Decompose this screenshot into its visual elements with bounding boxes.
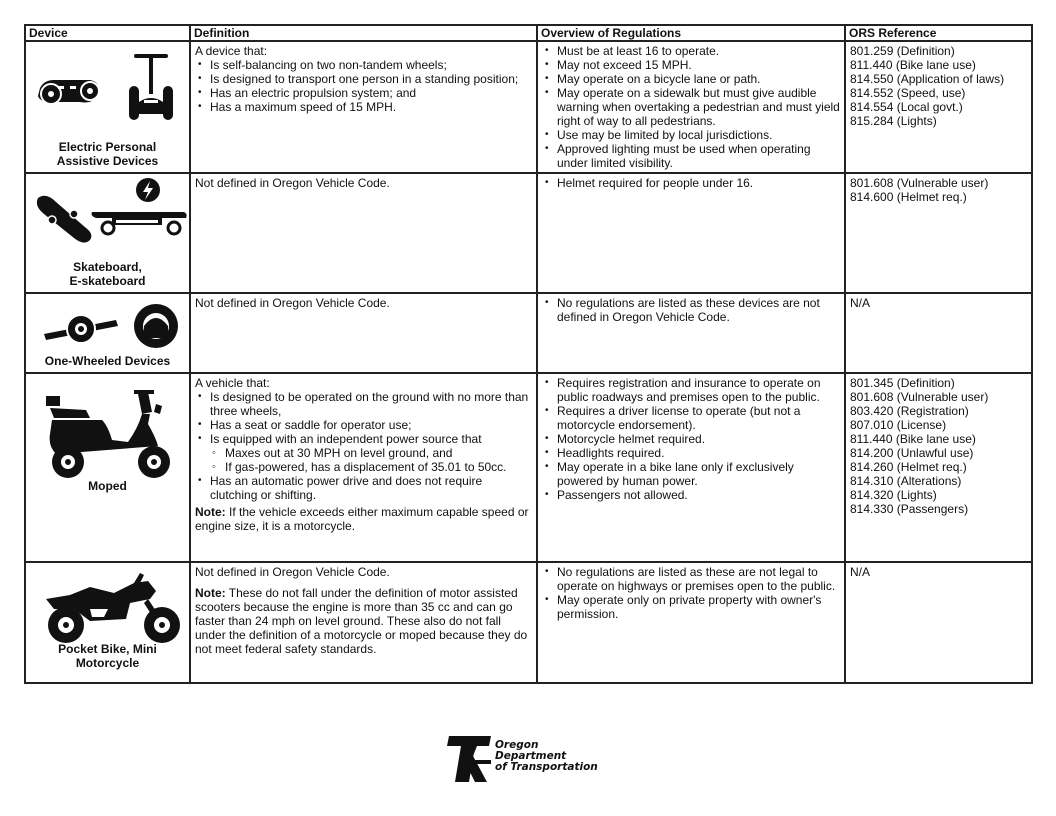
pocket-bike-icon xyxy=(46,573,180,643)
regulations-cell xyxy=(537,173,845,293)
ors-ref: 807.010 (License) xyxy=(850,418,947,432)
list-item: • Motorcycle helmet required. xyxy=(542,432,840,446)
list-item: • No regulations are listed as these are not legal to operate on highways or premises open to the public. xyxy=(542,565,840,593)
ors-ref: 801.608 (Vulnerable user) xyxy=(850,390,989,404)
list-item: • Has a seat or saddle for operator use; xyxy=(195,418,532,432)
definition-cell: Not defined in Oregon Vehicle Code. Note: These do not fall under the definition of motor assisted scooters because the engine is more than 35 cc and can go faster than 24 mph on level ground. These also do not fall under the definition of a motorcycle or moped because they do not meet federal safety standards. xyxy=(190,562,537,683)
header-row xyxy=(25,25,1032,41)
odot-logo-mark xyxy=(447,734,493,784)
electric-skateboard-icon xyxy=(92,178,187,234)
table-row xyxy=(25,41,1032,173)
ors-ref: 814.320 (Lights) xyxy=(850,488,937,502)
ors-ref: N/A xyxy=(850,296,871,310)
device-name: One-Wheeled Devices xyxy=(44,354,171,368)
ors-ref: 803.420 (Registration) xyxy=(850,404,969,418)
header-device: Device xyxy=(25,25,190,41)
odot-logo-text: Oregon Department of Transportation xyxy=(495,739,598,773)
device-cell xyxy=(25,373,190,562)
ors-ref: N/A xyxy=(850,565,871,579)
table-row xyxy=(25,562,1032,683)
ors-ref: 814.550 (Application of laws) xyxy=(850,72,1005,86)
list-item: • May operate on a sidewalk but must give audible warning when overtaking a pedestrian and must yield right of way to all pedestrians. xyxy=(542,86,840,128)
ors-cell xyxy=(845,562,1032,683)
ors-cell xyxy=(845,173,1032,293)
list-item: • Has a maximum speed of 15 MPH. xyxy=(195,100,532,114)
odot-logo xyxy=(447,734,617,784)
list-item: • May not exceed 15 MPH. xyxy=(542,58,840,72)
list-item: • Requires registration and insurance to operate on public roadways and premises open to the public. xyxy=(542,376,840,404)
ors-ref: 811.440 (Bike lane use) xyxy=(850,432,976,446)
list-item: • Requires a driver license to operate (but not a motorcycle endorsement). xyxy=(542,404,840,432)
list-item: • Is self-balancing on two non-tandem wheels; xyxy=(195,58,532,72)
definition-cell: A device that: • Is self-balancing on two non-tandem wheels; • Is designed to transport one person in a standing position; • Has an electric propulsion system; and • Has a maximum speed of 15 MPH. xyxy=(190,41,537,173)
list-item: • Approved lighting must be used when operating under limited visibility. xyxy=(542,142,840,170)
table-row xyxy=(25,293,1032,373)
list-item: • May operate on a bicycle lane or path. xyxy=(542,72,840,86)
regulations-cell xyxy=(537,373,845,562)
ors-ref: 814.554 (Local govt.) xyxy=(850,100,963,114)
ors-ref: 814.200 (Unlawful use) xyxy=(850,446,974,460)
device-images xyxy=(30,176,190,252)
list-item: • May operate in a bike lane only if exclusively powered by human power. xyxy=(542,460,840,488)
list-item: • Has an automatic power drive and does not require clutching or shifting. xyxy=(195,474,532,502)
list-item: • Helmet required for people under 16. xyxy=(542,176,840,190)
list-item: • Is equipped with an independent power source that xyxy=(195,432,532,446)
onewheel-icon xyxy=(44,315,118,343)
definition-cell: Not defined in Oregon Vehicle Code. xyxy=(190,293,537,373)
header-regulations: Overview of Regulations xyxy=(537,25,845,41)
device-name: Moped xyxy=(88,479,127,493)
regulations-table xyxy=(24,24,1033,684)
regulations-cell xyxy=(537,41,845,173)
ors-ref: 811.440 (Bike lane use) xyxy=(850,58,976,72)
list-item: • Is designed to transport one person in a standing position; xyxy=(195,72,532,86)
ors-ref: 814.330 (Passengers) xyxy=(850,502,969,516)
skateboard-icon xyxy=(37,196,91,243)
list-item: • Has an electric propulsion system; and xyxy=(195,86,532,100)
regulations-cell xyxy=(537,562,845,683)
device-cell xyxy=(25,41,190,173)
header-ors-reference: ORS Reference xyxy=(845,25,1032,41)
list-item: • Passengers not allowed. xyxy=(542,488,840,502)
device-images xyxy=(30,384,190,484)
device-cell xyxy=(25,562,190,683)
device-images xyxy=(30,569,190,649)
header-definition: Definition xyxy=(190,25,537,41)
device-name: Electric Personal Assistive Devices xyxy=(56,140,159,168)
note: Note: These do not fall under the definition of motor assisted scooters because the engine is more than 35 cc and can go faster than 24 mph on level ground. These also do not fall under the definition of a motorcycle or moped because they do not meet federal safety standards. xyxy=(195,586,528,656)
ors-cell xyxy=(845,293,1032,373)
list-item: ◦ Maxes out at 30 MPH on level ground, and xyxy=(195,446,532,460)
device-name: Pocket Bike, Mini Motorcycle xyxy=(58,642,157,670)
list-item: ◦ If gas-powered, has a displacement of 35.01 to 50cc. xyxy=(195,460,532,474)
table-row xyxy=(25,373,1032,562)
device-cell xyxy=(25,173,190,293)
list-item: • Is designed to be operated on the ground with no more than three wheels, xyxy=(195,390,532,418)
segway-icon xyxy=(129,54,173,120)
ors-ref: 815.284 (Lights) xyxy=(850,114,937,128)
list-item: • Must be at least 16 to operate. xyxy=(542,44,840,58)
hoverboard-icon xyxy=(38,80,99,104)
unicycle-icon xyxy=(134,304,178,348)
definition-cell: A vehicle that: • Is designed to be operated on the ground with no more than three wheels, • Has a seat or saddle for operator use; • Is equipped with an independent power source that ◦ Maxes out at 30 MPH on level ground, and ◦ If gas-powered, has a displacement of 35.01 to 50cc. • Has an automatic power drive and does not require clutching or shifting. Note: If the vehicle exceeds either maximum capable speed or engine size, it is a motorcycle. xyxy=(190,373,537,562)
ors-cell xyxy=(845,373,1032,562)
ors-ref: 814.260 (Helmet req.) xyxy=(850,460,967,474)
device-cell xyxy=(25,293,190,373)
list-item: • May operate only on private property with owner's permission. xyxy=(542,593,840,621)
definition-cell: Not defined in Oregon Vehicle Code. xyxy=(190,173,537,293)
ors-ref: 814.552 (Speed, use) xyxy=(850,86,966,100)
note: Note: If the vehicle exceeds either maximum capable speed or engine size, it is a motorcycle. xyxy=(195,505,529,533)
ors-ref: 814.310 (Alterations) xyxy=(850,474,962,488)
list-item: • Use may be limited by local jurisdictions. xyxy=(542,128,840,142)
list-item: • Headlights required. xyxy=(542,446,840,460)
device-images xyxy=(30,44,190,124)
moped-icon xyxy=(46,390,170,478)
ors-ref: 814.600 (Helmet req.) xyxy=(850,190,967,204)
device-images xyxy=(30,296,190,352)
ors-ref: 801.259 (Definition) xyxy=(850,44,955,58)
device-name: Skateboard, E-skateboard xyxy=(69,260,146,288)
table-row xyxy=(25,173,1032,293)
regulations-cell xyxy=(537,293,845,373)
ors-cell xyxy=(845,41,1032,173)
list-item: • No regulations are listed as these devices are not defined in Oregon Vehicle Code. xyxy=(542,296,840,324)
ors-ref: 801.608 (Vulnerable user) xyxy=(850,176,989,190)
ors-ref: 801.345 (Definition) xyxy=(850,376,955,390)
